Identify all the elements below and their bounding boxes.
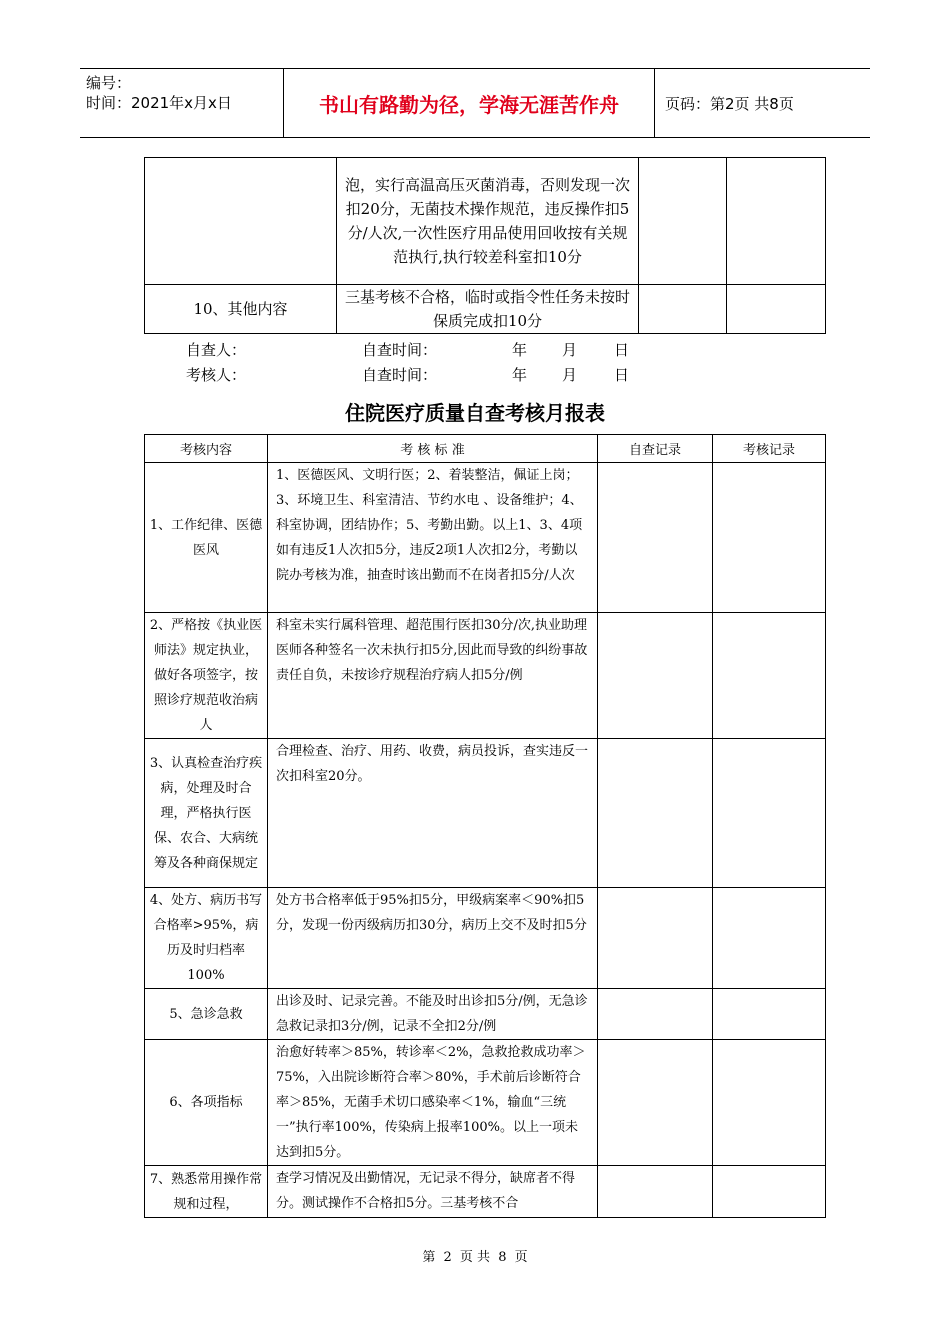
page-footer [0,1246,950,1265]
column-header: 考核记录 [713,435,826,463]
self-check-cell [598,613,713,739]
footer-page-number: 2 [443,1250,452,1265]
table-header-row [145,435,826,463]
table-row [145,158,826,285]
reviewer-label: 考核人： [186,366,247,384]
table-row [145,739,826,888]
month-label: 月 [562,341,578,359]
page-header [80,68,870,138]
table-row [145,613,826,739]
self-check-cell [598,739,713,888]
date-label: 时间：2021年x月x日 [86,94,232,112]
row-content: 7、熟悉常用操作常规和过程， [145,1166,268,1218]
table-row [145,1166,826,1218]
table-cell-content [145,158,337,285]
table-row [145,285,826,334]
report-table [144,434,826,1218]
year-label: 年 [512,341,528,359]
row-standard: 处方书合格率低于95%扣5分，甲级病案率＜90%扣5分，发现一份丙级病历扣30分，病历上交不及时扣5分 [268,888,598,989]
header-page-label: 页码：第2页 共8页 [665,94,794,113]
row-standard: 查学习情况及出勤情况，无记录不得分，缺席者不得分。测试操作不合格扣5分。三基考核不合 [268,1166,598,1218]
self-check-cell [598,989,713,1040]
column-header: 考核内容 [145,435,268,463]
row-content: 5、急诊急救 [145,989,268,1040]
table-cell-standard: 泡，实行高温高压灭菌消毒，否则发现一次扣20分，无菌技术操作规范，违反操作扣5分/人次,一次性医疗用品使用回收按有关规范执行,执行较差科室扣10分 [337,158,639,285]
review-cell [727,285,826,334]
review-cell [713,613,826,739]
table-row [145,463,826,613]
row-content: 3、认真检查治疗疾病，处理及时合理，严格执行医保、农合、大病统筹及各种商保规定 [145,739,268,888]
table-cell-standard: 三基考核不合格，临时或指令性任务未按时保质完成扣10分 [337,285,639,334]
footer-suffix: 页 [514,1250,528,1265]
self-check-cell [639,158,727,285]
header-motto: 书山有路勤为径，学海无涯苦作舟 [284,69,655,137]
review-cell [713,739,826,888]
row-content: 6、各项指标 [145,1040,268,1166]
row-content: 1、工作纪律、医德医风 [145,463,268,613]
self-check-cell [598,1166,713,1218]
self-check-cell [598,888,713,989]
self-check-cell [598,463,713,613]
number-label: 编号： [86,74,132,92]
header-meta [80,69,284,137]
review-cell [713,888,826,989]
day-label: 日 [614,341,630,359]
row-content: 4、处方、病历书写合格率>95%，病历及时归档率100% [145,888,268,989]
row-standard: 治愈好转率＞85%，转诊率＜2%，急救抢救成功率＞75%，入出院诊断符合率＞80%，手术前后诊断符合率＞85%，无菌手术切口感染率＜1%，输血“三统一”执行率100%，传染病上报率100%。以上一项未达到扣5分。 [268,1040,598,1166]
self-check-person-label: 自查人： [186,341,247,359]
table-row [145,989,826,1040]
year-label: 年 [512,366,528,384]
footer-prefix: 第 [422,1250,436,1265]
self-check-time-label: 自查时间： [362,366,438,384]
day-label: 日 [614,366,630,384]
continued-table [144,157,826,334]
row-standard: 1、医德医风、文明行医；2、着装整洁，佩证上岗；3、环境卫生、科室清洁、节约水电 、设备维护；4、科室协调，团结协作；5、考勤出勤。以上1、3、4项如有违反1人次扣5分，违反2项1人次扣2分，考勤以院办考核为准，抽查时该出勤而不在岗者扣5分/人次 [268,463,598,613]
column-header: 考 核 标 准 [268,435,598,463]
report-title: 住院医疗质量自查考核月报表 [345,401,605,425]
review-cell [713,463,826,613]
footer-total-pages: 8 [498,1250,507,1265]
footer-mid: 页 共 [459,1250,491,1265]
table-row [145,1040,826,1166]
row-standard: 科室未实行属科管理、超范围行医扣30分/次,执业助理医师各种签名一次未执行扣5分,因此而导致的纠纷事故责任自负，未按诊疗规程治疗病人扣5分/例 [268,613,598,739]
review-cell [713,1040,826,1166]
table-cell-content: 10、其他内容 [145,285,337,334]
self-check-cell [598,1040,713,1166]
self-check-cell [639,285,727,334]
self-check-time-label: 自查时间： [362,341,438,359]
row-standard: 出诊及时、记录完善。不能及时出诊扣5分/例，无急诊急救记录扣3分/例，记录不全扣2分/例 [268,989,598,1040]
month-label: 月 [562,366,578,384]
column-header: 自查记录 [598,435,713,463]
row-content: 2、严格按《执业医师法》规定执业，做好各项签字，按照诊疗规范收治病人 [145,613,268,739]
review-cell [713,1166,826,1218]
review-cell [713,989,826,1040]
table-row [145,888,826,989]
review-cell [727,158,826,285]
row-standard: 合理检查、治疗、用药、收费，病员投诉，查实违反一次扣科室20分。 [268,739,598,888]
